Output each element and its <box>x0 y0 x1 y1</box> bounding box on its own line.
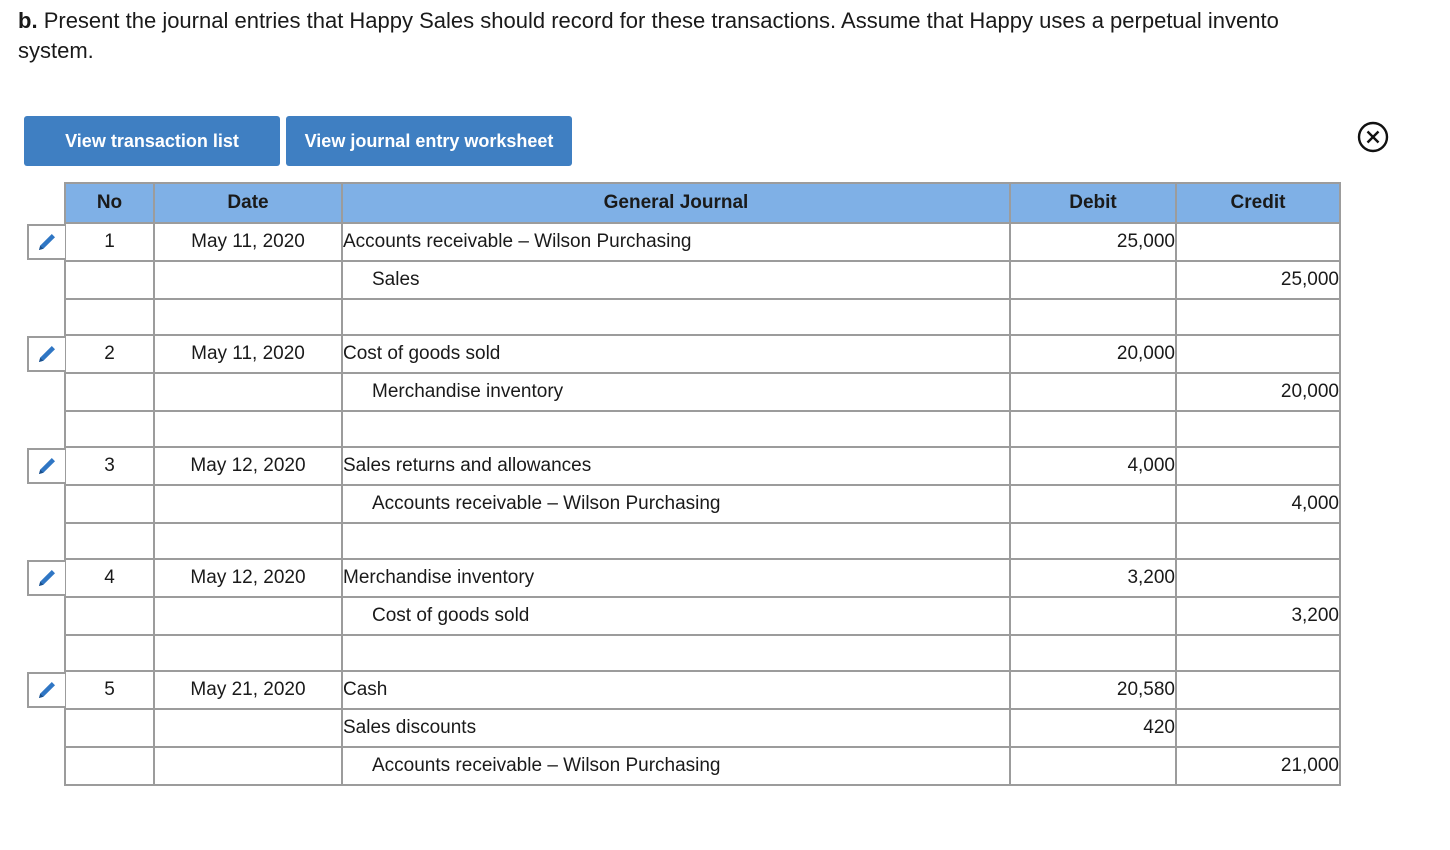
entry-date: May 11, 2020 <box>154 223 342 261</box>
debit-amount: 3,200 <box>1010 559 1176 597</box>
pencil-icon <box>36 455 58 477</box>
empty-cell <box>154 411 342 447</box>
debit-amount <box>1010 597 1176 635</box>
account-name: Cost of goods sold <box>342 335 1010 373</box>
edit-entry-1-button[interactable] <box>27 224 65 260</box>
empty-cell <box>154 635 342 671</box>
empty-cell <box>1176 523 1340 559</box>
table-row <box>65 335 1340 373</box>
credit-amount: 20,000 <box>1176 373 1340 411</box>
table-row <box>65 559 1340 597</box>
debit-amount <box>1010 261 1176 299</box>
credit-amount: 3,200 <box>1176 597 1340 635</box>
entry-number: 2 <box>65 335 154 373</box>
account-name: Accounts receivable – Wilson Purchasing <box>342 485 1010 523</box>
pencil-icon <box>36 231 58 253</box>
question-prompt <box>18 6 1450 66</box>
account-name: Accounts receivable – Wilson Purchasing <box>342 747 1010 785</box>
credit-amount <box>1176 559 1340 597</box>
table-row <box>65 709 1340 747</box>
debit-amount <box>1010 485 1176 523</box>
close-icon[interactable] <box>1357 121 1389 153</box>
credit-amount <box>1176 709 1340 747</box>
table-header-row <box>65 183 1340 223</box>
table-row <box>65 485 1340 523</box>
entry-date: May 21, 2020 <box>154 671 342 709</box>
account-name: Sales returns and allowances <box>342 447 1010 485</box>
entry-date <box>154 747 342 785</box>
account-name: Sales discounts <box>342 709 1010 747</box>
debit-amount: 20,000 <box>1010 335 1176 373</box>
empty-cell <box>65 299 154 335</box>
empty-cell <box>65 635 154 671</box>
empty-cell <box>342 635 1010 671</box>
entry-number <box>65 373 154 411</box>
table-row <box>65 597 1340 635</box>
entry-number <box>65 261 154 299</box>
table-row-empty <box>65 299 1340 335</box>
table-row <box>65 373 1340 411</box>
view-transaction-list-button[interactable]: View transaction list <box>24 116 280 166</box>
edit-entry-4-button[interactable] <box>27 560 65 596</box>
empty-cell <box>65 523 154 559</box>
entry-date <box>154 485 342 523</box>
empty-cell <box>1010 635 1176 671</box>
debit-amount: 20,580 <box>1010 671 1176 709</box>
debit-amount: 420 <box>1010 709 1176 747</box>
header-date: Date <box>154 183 342 223</box>
empty-cell <box>65 411 154 447</box>
debit-amount <box>1010 747 1176 785</box>
general-journal-table <box>64 182 1341 786</box>
empty-cell <box>1176 635 1340 671</box>
entry-date <box>154 709 342 747</box>
entry-number <box>65 747 154 785</box>
account-name: Merchandise inventory <box>342 559 1010 597</box>
entry-date <box>154 373 342 411</box>
credit-amount: 21,000 <box>1176 747 1340 785</box>
table-row <box>65 261 1340 299</box>
question-label: b. <box>18 8 38 33</box>
pencil-icon <box>36 567 58 589</box>
pencil-icon <box>36 679 58 701</box>
empty-cell <box>154 523 342 559</box>
empty-cell <box>1176 299 1340 335</box>
header-debit: Debit <box>1010 183 1176 223</box>
entry-number <box>65 709 154 747</box>
edit-entry-5-button[interactable] <box>27 672 65 708</box>
entry-number: 3 <box>65 447 154 485</box>
account-name: Sales <box>342 261 1010 299</box>
credit-amount <box>1176 335 1340 373</box>
credit-amount: 4,000 <box>1176 485 1340 523</box>
debit-amount: 25,000 <box>1010 223 1176 261</box>
empty-cell <box>1010 299 1176 335</box>
empty-cell <box>342 411 1010 447</box>
credit-amount <box>1176 447 1340 485</box>
empty-cell <box>1010 523 1176 559</box>
header-credit: Credit <box>1176 183 1340 223</box>
debit-amount: 4,000 <box>1010 447 1176 485</box>
account-name: Accounts receivable – Wilson Purchasing <box>342 223 1010 261</box>
empty-cell <box>1010 411 1176 447</box>
table-row <box>65 747 1340 785</box>
entry-date <box>154 261 342 299</box>
edit-entry-2-button[interactable] <box>27 336 65 372</box>
entry-date <box>154 597 342 635</box>
edit-entry-3-button[interactable] <box>27 448 65 484</box>
question-text-line2: system. <box>18 38 94 63</box>
account-name: Cost of goods sold <box>342 597 1010 635</box>
question-text-line1: Present the journal entries that Happy Sales should record for these transactions. Assume that Happy uses a perpetual invento <box>43 8 1279 33</box>
header-no: No <box>65 183 154 223</box>
entry-date: May 12, 2020 <box>154 447 342 485</box>
debit-amount <box>1010 373 1176 411</box>
table-row <box>65 223 1340 261</box>
table-row-empty <box>65 635 1340 671</box>
entry-number: 5 <box>65 671 154 709</box>
header-general-journal: General Journal <box>342 183 1010 223</box>
view-journal-entry-worksheet-button[interactable]: View journal entry worksheet <box>286 116 572 166</box>
table-row <box>65 671 1340 709</box>
entry-date: May 12, 2020 <box>154 559 342 597</box>
entry-date: May 11, 2020 <box>154 335 342 373</box>
credit-amount: 25,000 <box>1176 261 1340 299</box>
account-name: Merchandise inventory <box>342 373 1010 411</box>
table-row <box>65 447 1340 485</box>
empty-cell <box>342 299 1010 335</box>
entry-number <box>65 597 154 635</box>
empty-cell <box>1176 411 1340 447</box>
table-row-empty <box>65 411 1340 447</box>
pencil-icon <box>36 343 58 365</box>
entry-number: 4 <box>65 559 154 597</box>
table-row-empty <box>65 523 1340 559</box>
credit-amount <box>1176 671 1340 709</box>
empty-cell <box>154 299 342 335</box>
account-name: Cash <box>342 671 1010 709</box>
empty-cell <box>342 523 1010 559</box>
entry-number: 1 <box>65 223 154 261</box>
entry-number <box>65 485 154 523</box>
credit-amount <box>1176 223 1340 261</box>
